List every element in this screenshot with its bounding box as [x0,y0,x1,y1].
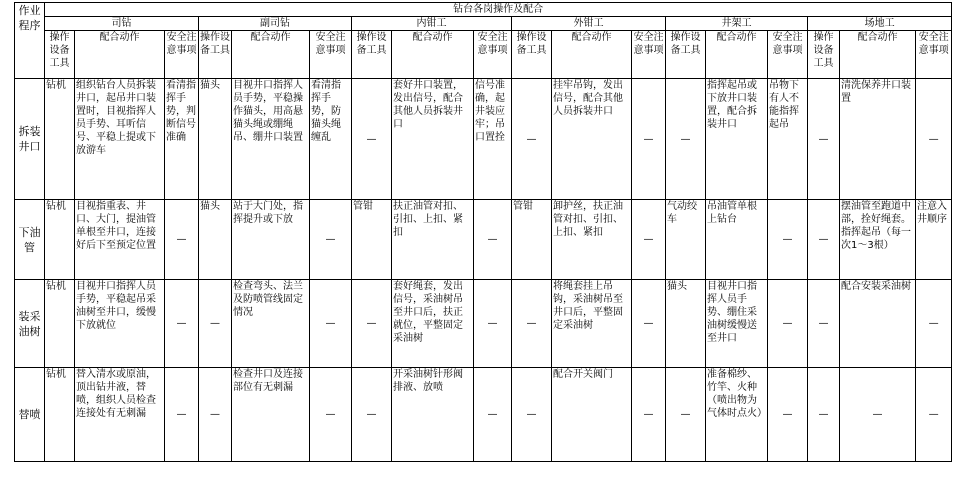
safety-cell: — [165,200,199,280]
program-cell: 装采油树 [15,280,45,368]
tool-cell: — [666,79,706,200]
program-cell: 替喷 [15,368,45,462]
action-cell: 配合开关阀门 [552,368,632,462]
safety-cell: — [310,280,352,368]
action-cell: 配合安装采油树 [840,280,916,368]
program-cell: 拆装井口 [15,79,45,200]
action-cell: 吊油管单根上钻台 [706,200,768,280]
action-cell: 目视井口指挥人员手势，平稳操作猫头，用高悬猫头绳或绷绳吊、绷井口装置 [232,79,310,200]
action-cell: 清洗保养井口装置 [840,79,916,200]
action-cell: 指挥起吊或下放井口装置，配合拆装井口 [706,79,768,200]
action-cell: 检查井口及连接部位有无刺漏 [232,368,310,462]
subheader-tool: 操作设备工具 [45,31,75,79]
safety-cell: — [916,368,952,462]
action-cell: 套好井口装置，发出信号，配合其他人员拆装井口 [392,79,474,200]
operations-table [14,2,952,462]
action-cell: 替入清水或原油，顶出钻井液，替喷，组织人员检查连接处有无刺漏 [75,368,165,462]
action-cell: 目视指重表、井口、大门，提油管单根至井口，连接好后下至预定位置 [75,200,165,280]
action-cell: — [840,368,916,462]
safety-cell: 吊物下有人不能指挥起吊 [768,79,808,200]
tool-cell: — [666,368,706,462]
action-cell: 检查弯头、法兰及防喷管线固定情况 [232,280,310,368]
tool-cell: — [512,79,552,200]
safety-cell: — [632,200,666,280]
safety-cell: — [310,368,352,462]
safety-cell: — [474,368,512,462]
safety-cell: — [768,200,808,280]
tool-cell: 管钳 [352,200,392,280]
tool-cell: 猫头 [199,79,232,200]
subheader-row [15,31,952,79]
tool-cell: — [199,280,232,368]
tool-cell: 钻机 [45,280,75,368]
safety-cell: — [310,200,352,280]
safety-cell: — [916,79,952,200]
table-row [15,368,952,462]
role-header: 场地工 [808,17,952,31]
safety-cell: 注意入井顺序 [916,200,952,280]
action-cell: 摆油管至跑道中部，拴好绳套。指挥起吊（每一次1～3根） [840,200,916,280]
tool-cell: 猫头 [666,280,706,368]
tool-cell: 钻机 [45,200,75,280]
safety-cell: 看清指挥手势，防猫头绳缠乱 [310,79,352,200]
subheader-safety: 安全注意事项 [768,31,808,79]
subheader-action: 配合动作 [840,31,916,79]
role-header: 司钻 [45,17,199,31]
subheader-tool: 操作设备工具 [199,31,232,79]
tool-cell: — [352,79,392,200]
safety-cell: — [768,280,808,368]
action-cell: 挂牢吊钩，发出信号，配合其他人员拆装井口 [552,79,632,200]
subheader-tool: 操作设备工具 [512,31,552,79]
tool-cell: — [352,280,392,368]
title-row [15,3,952,17]
tool-cell: — [512,368,552,462]
subheader-safety: 安全注意事项 [165,31,199,79]
subheader-safety: 安全注意事项 [916,31,952,79]
table-title: 钻台各岗操作及配合 [45,3,952,17]
safety-cell: 看清指挥手势，判断信号准确 [165,79,199,200]
safety-cell: — [165,280,199,368]
subheader-safety: 安全注意事项 [310,31,352,79]
subheader-safety: 安全注意事项 [632,31,666,79]
action-cell: 目视井口指挥人员手势，平稳起吊采油树至井口，缓慢下放就位 [75,280,165,368]
safety-cell: — [632,280,666,368]
tool-cell: 管钳 [512,200,552,280]
table-row [15,200,952,280]
role-header: 外钳工 [512,17,666,31]
subheader-action: 配合动作 [392,31,474,79]
tool-cell: — [199,368,232,462]
program-header: 作业程序 [15,3,45,79]
safety-cell: — [916,280,952,368]
subheader-tool: 操作设备工具 [808,31,840,79]
safety-cell: — [474,200,512,280]
role-header: 副司钻 [199,17,352,31]
safety-cell: — [768,368,808,462]
tool-cell: — [808,368,840,462]
tool-cell: — [808,79,840,200]
tool-cell: — [808,200,840,280]
role-row [15,17,952,31]
table-body [15,79,952,462]
safety-cell: — [632,368,666,462]
tool-cell: — [512,280,552,368]
subheader-tool: 操作设备工具 [666,31,706,79]
tool-cell: 气动绞车 [666,200,706,280]
safety-cell: — [632,79,666,200]
action-cell: 套好绳套，发出信号，采油树吊至井口后，扶正就位，平整固定采油树 [392,280,474,368]
tool-cell: — [808,280,840,368]
subheader-action: 配合动作 [706,31,768,79]
tool-cell: — [352,368,392,462]
tool-cell: 钻机 [45,368,75,462]
action-cell: 准备棉纱、竹竿、火种（喷出物为气体时点火） [706,368,768,462]
action-cell: 将绳套挂上吊钩，采油树吊至井口后，平整固定采油树 [552,280,632,368]
action-cell: 目视井口指挥人员手势、绷住采油树缓慢送至井口 [706,280,768,368]
subheader-action: 配合动作 [552,31,632,79]
action-cell: 扶正油管对扣、引扣、上扣、紧扣 [392,200,474,280]
safety-cell: 信号准确，起井装应牢；吊口置拴 [474,79,512,200]
role-header: 内钳工 [352,17,512,31]
action-cell: 开采油树针形阀排液、放喷 [392,368,474,462]
subheader-action: 配合动作 [75,31,165,79]
action-cell: 卸护丝，扶正油管对扣、引扣、上扣、紧扣 [552,200,632,280]
subheader-safety: 安全注意事项 [474,31,512,79]
safety-cell: — [165,368,199,462]
program-cell: 下油管 [15,200,45,280]
tool-cell: 钻机 [45,79,75,200]
action-cell: 组织钻台人员拆装井口，起吊井口装置时，目视指挥人员手势、耳听信号、平稳上提或下放游车 [75,79,165,200]
tool-cell: 猫头 [199,200,232,280]
subheader-action: 配合动作 [232,31,310,79]
table-row [15,79,952,200]
table-row [15,280,952,368]
action-cell: 站于大门处，指挥提升或下放 [232,200,310,280]
subheader-tool: 操作设备工具 [352,31,392,79]
role-header: 井架工 [666,17,808,31]
safety-cell: — [474,280,512,368]
